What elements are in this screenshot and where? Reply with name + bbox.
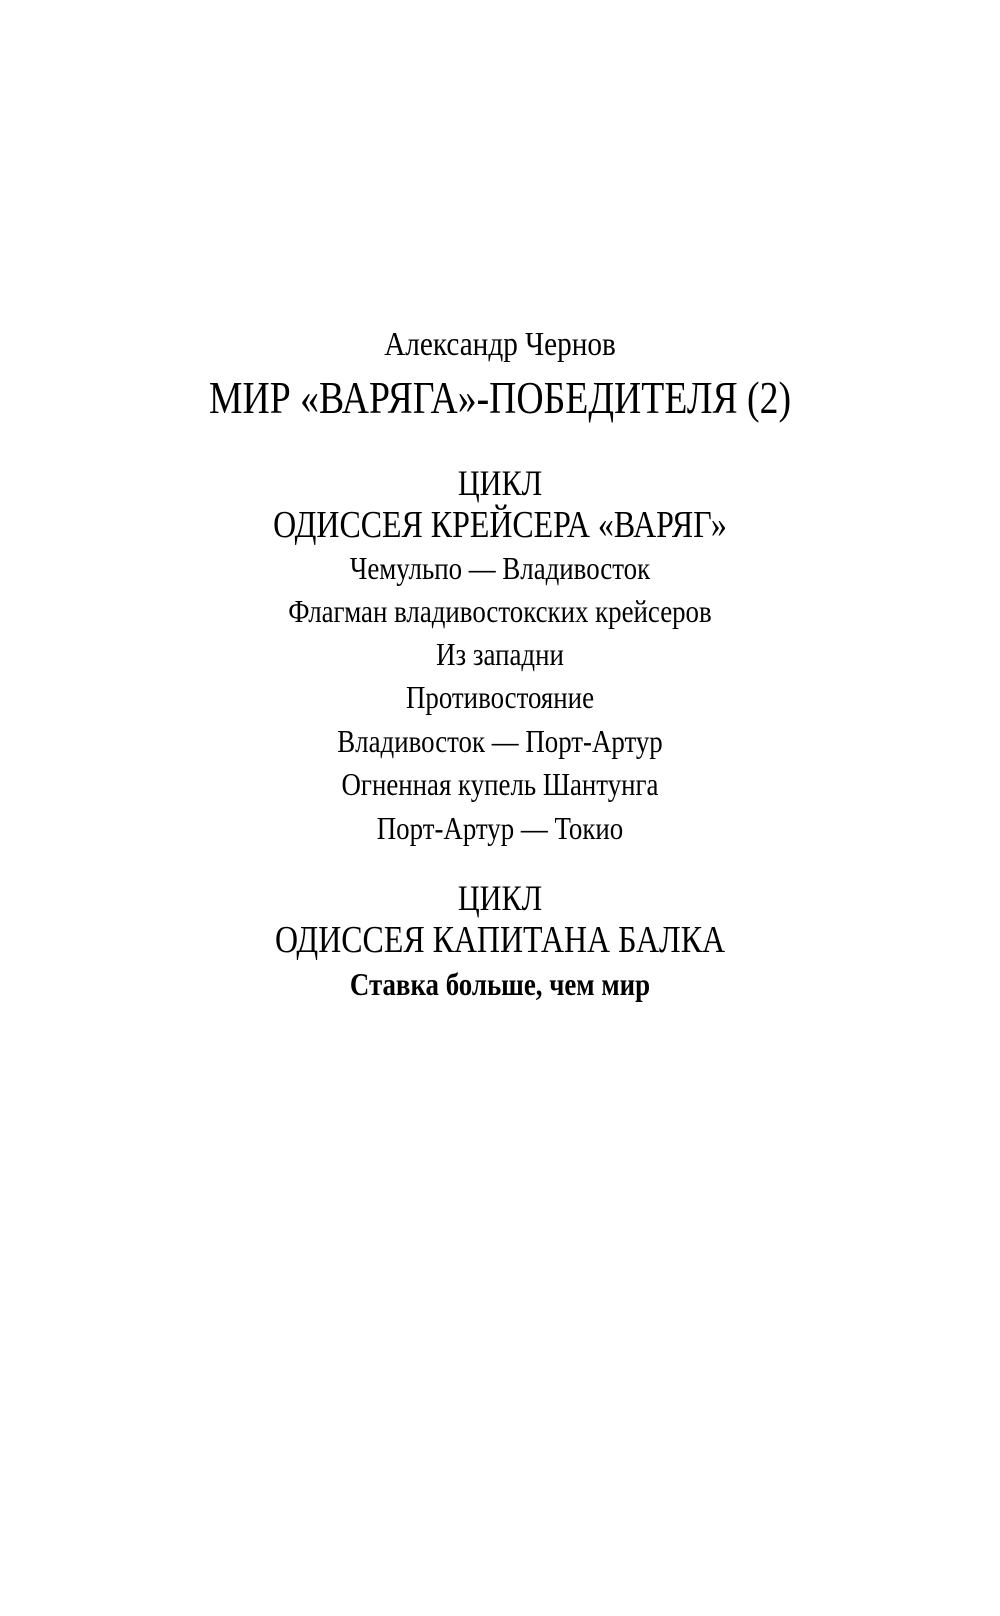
cycle-1-book-6: Огненная купель Шантунга: [341, 766, 659, 802]
cycle-2-label: ЦИКЛ: [457, 878, 543, 918]
cycle-1-book-1: Чемульпо — Владивосток: [349, 550, 651, 586]
cycle-1-book-7: Порт-Артур — Токио: [376, 810, 624, 846]
cycle-1-book-5: Владивосток — Порт-Артур: [337, 723, 663, 759]
cycle-1-name: ОДИССЕЯ КРЕЙСЕРА «ВАРЯГ»: [273, 504, 727, 546]
cycle-2-name: ОДИССЕЯ КАПИТАНА БАЛКА: [274, 919, 726, 961]
cycle-1-label: ЦИКЛ: [457, 463, 543, 503]
book-title: МИР «ВАРЯГА»-ПОБЕДИТЕЛЯ (2): [208, 372, 792, 423]
author-name: Александр Чернов: [384, 326, 616, 363]
cycle-1-book-4: Противостояние: [405, 679, 595, 715]
cycle-1-book-3: Из западни: [436, 636, 564, 672]
cycle-2-book-1-current: Ставка больше, чем мир: [349, 966, 651, 1002]
cycle-1-book-2: Флагман владивостокских крейсеров: [288, 593, 712, 629]
